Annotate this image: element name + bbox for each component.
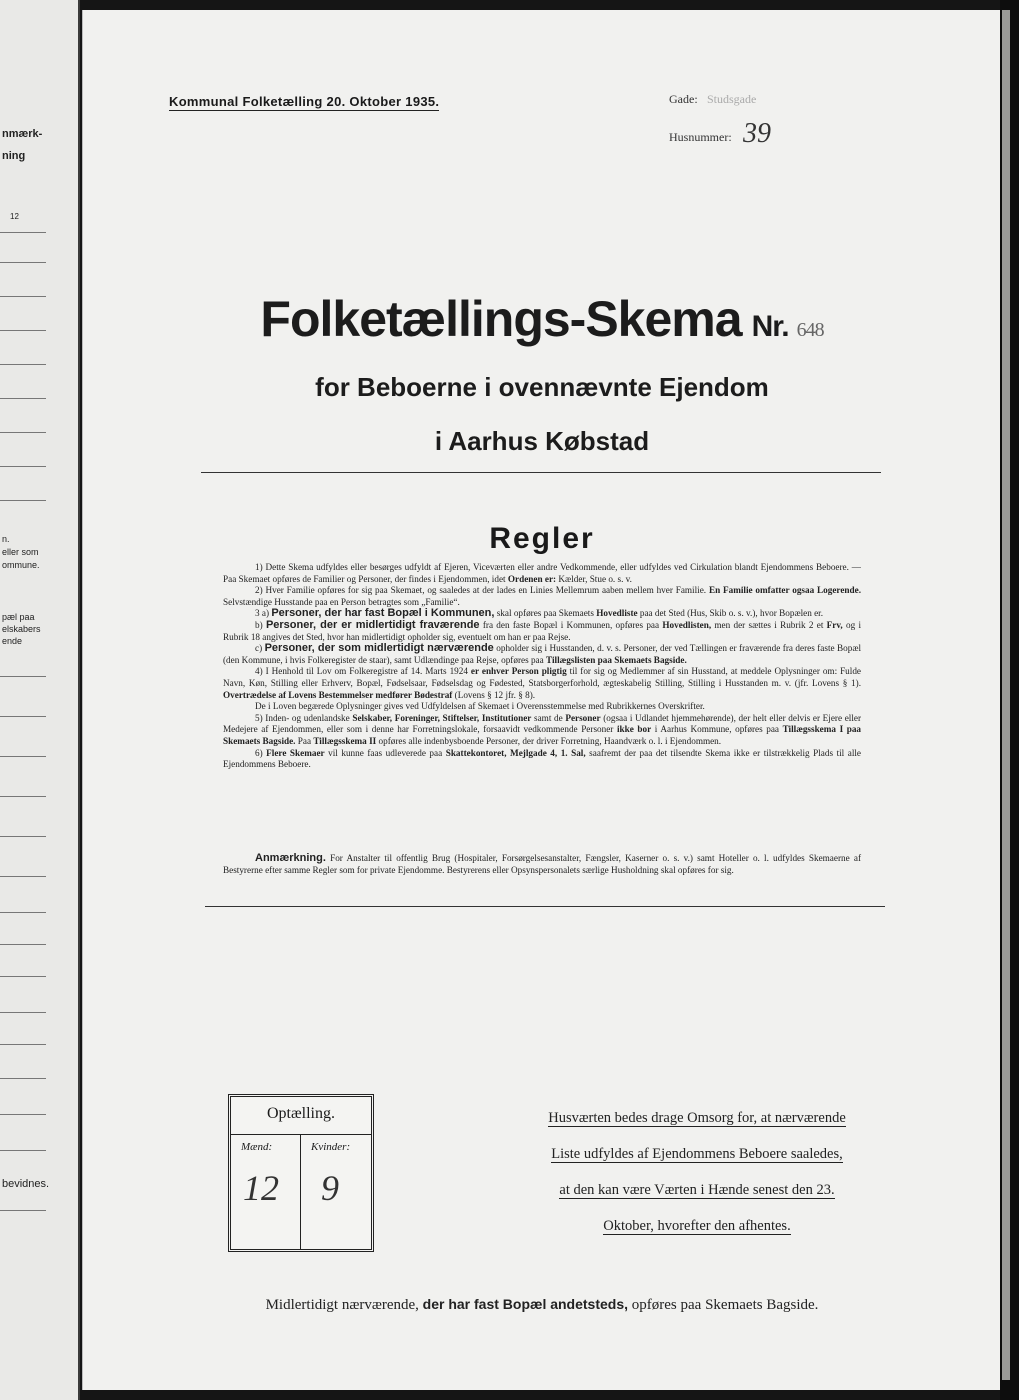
divider-rule <box>201 472 881 473</box>
left-page-rule <box>0 716 46 717</box>
footer-text: Midlertidigt nærværende, <box>265 1297 419 1313</box>
left-page-text: n. <box>2 534 10 544</box>
footer-text-bold: der har fast Bopæl andetsteds, <box>422 1296 629 1312</box>
women-count: 9 <box>321 1168 339 1208</box>
form-title: Folketællings-Skema <box>260 291 742 347</box>
remark <box>223 852 861 876</box>
left-page-rule <box>0 1150 46 1151</box>
left-page-rule <box>0 1012 46 1013</box>
rule-5: 5) Inden- og udenlandske Selskaber, Foreninger, Stiftelser, Institutioner samt de Personer (ogsaa i Udlandet hjemmehørende), der helt eller delvis er Ejere eller Medejere af Ejendommen, eller som i denne har Forretningslokale, forsaavidt vedkommende Personer ikke bor i Aarhus Kommune, opføres paa Tillægsskema I paa Skemaets Bagside. Paa Tillægsskema II opføres alle indenbysboende Personer, der driver Forretning, Haandværk o. l. i Ejendommen. <box>223 712 862 746</box>
left-page-rule <box>0 398 46 399</box>
count-title: Optælling. <box>266 1105 335 1122</box>
left-page-rule <box>0 836 46 837</box>
count-box-rule <box>231 1134 371 1135</box>
left-page-rule <box>0 466 46 467</box>
left-page-text: elskabers <box>2 624 41 634</box>
street-value: Studsgade <box>707 92 757 106</box>
left-page-rule <box>0 912 46 913</box>
form-subtitle-1: for Beboerne i ovennævnte Ejendom <box>315 372 769 402</box>
left-page-rule <box>0 1078 46 1079</box>
notice-line: Husværten bedes drage Omsorg for, at nærværende <box>548 1110 846 1126</box>
left-page-text: ommune. <box>2 560 40 570</box>
page-edge-sliver <box>1002 10 1010 1380</box>
house-number-label: Husnummer: <box>669 130 732 144</box>
rule-4b: De i Loven begærede Oplysninger gives ved Udfyldelsen af Skemaet i Overensstemmelse med Rubrikkernes Overskrifter. <box>255 701 705 712</box>
rule-1: 1) Dette Skema udfyldes eller besørges udfyldt af Ejeren, Viceværten eller andre Vedkommende, eller udfyldes ved Cirkulation blandt Ejendommens Beboere. — Paa Skemaet opføres de Familier og Personer, der findes i Ejendommen, idet Ordenen er: Kælder, Stue o. s. v. <box>223 562 861 584</box>
census-form-page <box>82 10 1001 1390</box>
left-page-rule <box>0 1044 46 1045</box>
footer-text: opføres paa Skemaets Bagside. <box>631 1297 819 1313</box>
men-count: 12 <box>243 1168 279 1208</box>
rule-6: 6) Flere Skemaer vil kunne faas udleverede paa Skattekontoret, Mejlgade 4, 1. Sal, saafremt der paa det tilsendte Skema ikke er tilstrækkelig Plads til alle Ejendommens Beboere. <box>223 747 862 770</box>
left-page-rule <box>0 296 46 297</box>
divider-rule <box>205 906 885 907</box>
rule-3a: 3 a) Personer, der har fast Bopæl i Kommunen, skal opføres paa Skemaets Hovedliste paa det Sted (Hus, Skib o. s. v.), hvor Bopælen er. <box>255 607 824 620</box>
men-label: Mænd: <box>241 1141 273 1153</box>
left-page-text: eller som <box>2 547 39 557</box>
scan-right-edge <box>1000 0 1019 1400</box>
left-page-rule <box>0 330 46 331</box>
notice-line: Liste udfyldes af Ejendommens Beboere saaledes, <box>551 1146 843 1162</box>
form-subtitle-2: i Aarhus Købstad <box>434 426 650 456</box>
left-page-rule <box>0 876 46 877</box>
notice-line: Oktober, hvorefter den afhentes. <box>603 1218 791 1234</box>
left-page-text: bevidnes. <box>2 1178 50 1190</box>
rules-body <box>223 562 861 771</box>
form-nr-label: Nr. <box>751 310 789 343</box>
left-page-rule <box>0 432 46 433</box>
street-label: Gade: <box>669 92 698 106</box>
form-title-line <box>83 290 1001 348</box>
left-page-rule <box>0 1210 46 1211</box>
left-page-rule <box>0 796 46 797</box>
rule-3b: b) Personer, der er midlertidigt fraværende fra den faste Bopæl i Kommunen, opføres paa Hovedlisten, men der sættes i Rubrik 2 et Frv, og i Rubrik 18 angives det Sted, hvor han midlertidigt opholder sig, eventuelt om han er paa Rejse. <box>223 618 862 642</box>
left-page-text: ende <box>2 636 23 646</box>
rule-2: 2) Hver Familie opføres for sig paa Skemaet, og saaledes at der lades en Linies Mellemrum aaben mellem hver Familie. En Familie omfatter ogsaa Logerende. Selvstændige Husstande paa en Person betragtes som „Familie“. <box>223 585 861 607</box>
left-page-rule <box>0 976 46 977</box>
left-page-rule <box>0 364 46 365</box>
landlord-notice <box>529 1100 865 1244</box>
left-page-rule <box>0 232 46 233</box>
left-page-rule <box>0 1114 46 1115</box>
women-label: Kvinder: <box>311 1141 351 1153</box>
count-box-divider <box>300 1134 301 1249</box>
rules-heading: Regler <box>489 522 595 555</box>
remark-heading: Anmærkning. <box>255 852 326 864</box>
left-page-text: ning <box>2 150 26 162</box>
left-page-rule <box>0 262 46 263</box>
form-nr-value: 648 <box>796 319 824 341</box>
adjacent-left-page <box>0 0 80 1400</box>
left-page-text: 12 <box>10 212 19 221</box>
left-page-text: nmærk- <box>2 128 43 140</box>
rule-3c: c) Personer, der som midlertidigt nærværende opholder sig i Husstanden, d. v. s. Personer, der ved Tællingen er fraværende fra deres faste Bopæl (den Kommune, i hvis Folkeregister de staar), samt Udlændinge paa Rejse, opføres paa Tillægslisten paa Skemaets Bagside. <box>223 642 862 665</box>
left-page-rule <box>0 756 46 757</box>
left-page-rule <box>0 676 46 677</box>
left-page-rule <box>0 500 46 501</box>
remark-text: For Anstalter til offentlig Brug (Hospitaler, Forsørgelsesanstalter, Fængsler, Kaserner o. s. v.) samt Hoteller o. l. udfyldes Skemaerne af Bestyrerne efter samme Regler som for private Ejendomme. Bestyrerens eller Opsynspersonalets særlige Husholdning skal opføres for sig. <box>223 853 862 875</box>
house-number-value: 39 <box>743 118 771 149</box>
footer-note <box>83 1296 1001 1314</box>
notice-line: at den kan være Værten i Hænde senest den 23. <box>559 1182 835 1198</box>
census-title: Kommunal Folketælling 20. Oktober 1935. <box>169 94 440 109</box>
rule-4: 4) I Henhold til Lov om Folkeregistre af 14. Marts 1924 er enhver Person pligtig til for sig og Medlemmer af sin Husstand, at meddele Oplysninger om: Fulde Navn, Køn, Stilling eller Erhverv, Bopæl, Fødselsaar, Fødselsdag og Fødested, Statsborgerforhold, ægteskabelig Stilling, Stilling i Husstanden m. v. (jfr. Lovens § 1). Overtrædelse af Lovens Bestemmelser medfører Bødestraf (Lovens § 12 jfr. § 8). <box>223 666 862 700</box>
left-page-text: pæl paa <box>2 612 35 622</box>
count-box <box>228 1094 374 1252</box>
left-page-rule <box>0 944 46 945</box>
